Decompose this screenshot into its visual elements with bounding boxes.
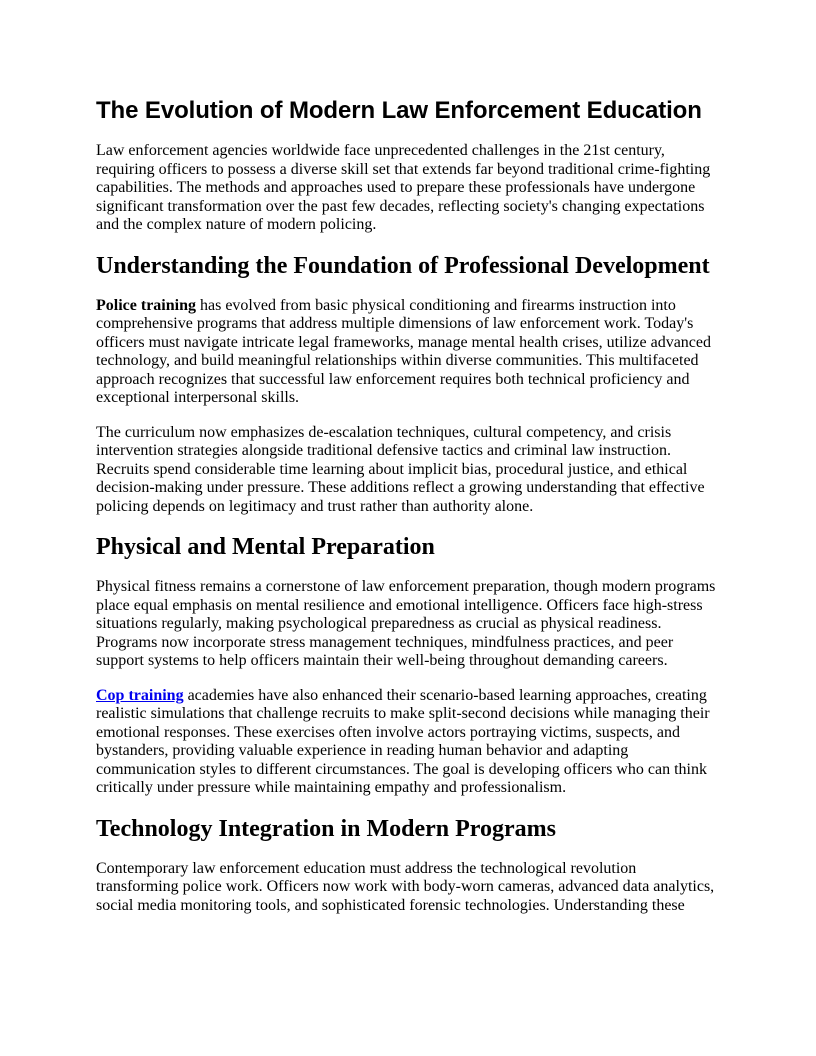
physical-paragraph-1: Physical fitness remains a cornerstone of law enforcement preparation, though modern programs place equal emphasis on mental resilience and emotional intelligence. Officers face high-stress situations regularly, making psychological preparedness as crucial as physical readiness. Programs now incorporate stress management techniques, mindfulness practices, and peer support systems to help officers maintain their well-being throughout demanding careers. — [96, 578, 716, 669]
police-training-term: Police training — [96, 296, 196, 314]
foundation-paragraph-1 — [96, 297, 720, 408]
physical-paragraph-2 — [96, 687, 720, 798]
cop-training-link[interactable]: Cop training — [96, 686, 184, 704]
section-heading-foundation: Understanding the Foundation of Professional Development — [96, 252, 710, 279]
physical-paragraph-2-text: academies have also enhanced their scenario-based learning approaches, creating realistic simulations that challenge recruits to make split-second decisions while managing their emotional responses. These exercises often involve actors portraying victims, suspects, and bystanders, providing valuable experience in reading human behavior and adapting communication styles to different circumstances. The goal is developing officers who can think critically under pressure while maintaining empathy and professionalism. — [96, 686, 710, 796]
foundation-paragraph-1-text: has evolved from basic physical conditioning and firearms instruction into comprehensive programs that address multiple dimensions of law enforcement work. Today's officers must navigate intricate legal frameworks, manage mental health crises, utilize advanced technology, and build meaningful relationships within diverse communities. This multifaceted approach recognizes that successful law enforcement requires both technical proficiency and exceptional interpersonal skills. — [96, 296, 712, 406]
foundation-paragraph-2: The curriculum now emphasizes de-escalation techniques, cultural competency, and crisis intervention strategies alongside traditional defensive tactics and criminal law instruction. Recruits spend considerable time learning about implicit bias, procedural justice, and ethical decision-making under pressure. These additions reflect a growing understanding that effective policing depends on legitimacy and trust rather than authority alone. — [96, 423, 705, 515]
technology-paragraph-1: Contemporary law enforcement education must address the technological revolution transforming police work. Officers now work with body-worn cameras, advanced data analytics, social media monitoring tools, and sophisticated forensic technologies. Understanding these — [96, 859, 715, 914]
document-page — [96, 96, 720, 915]
page-title: The Evolution of Modern Law Enforcement Education — [96, 97, 702, 124]
section-heading-technology: Technology Integration in Modern Programs — [96, 815, 556, 842]
intro-paragraph: Law enforcement agencies worldwide face unprecedented challenges in the 21st century, requiring officers to possess a diverse skill set that extends far beyond traditional crime-fighting capabilities. The methods and approaches used to prepare these professionals have undergone significant transformation over the past few decades, reflecting society's changing expectations and the complex nature of modern policing. — [96, 142, 711, 233]
section-heading-physical-mental: Physical and Mental Preparation — [96, 534, 435, 560]
